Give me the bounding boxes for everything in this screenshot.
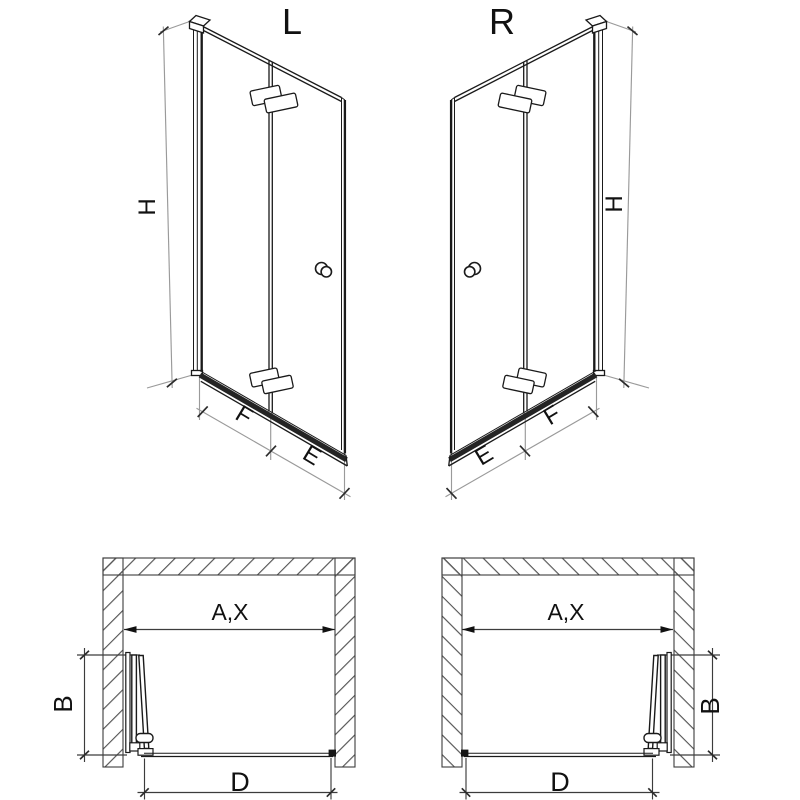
label-fold-depth-right: B <box>695 697 725 715</box>
label-height-left: H <box>134 198 161 216</box>
plan-left-view <box>77 558 355 800</box>
label-variant-right: R <box>489 1 515 42</box>
label-fixed-panel-left: E <box>298 439 326 472</box>
label-fixed-panel-right: E <box>470 439 498 472</box>
label-variant-left: L <box>281 1 303 42</box>
perspective-left-view <box>147 16 351 501</box>
label-fold-panel-left: F <box>230 400 258 431</box>
label-height-right: H <box>601 195 628 213</box>
label-entry-width-right: D <box>550 767 570 797</box>
label-entry-width-left: D <box>230 767 250 797</box>
label-fold-depth-left: B <box>48 695 78 713</box>
label-opening-width-right: A,X <box>547 599 585 625</box>
perspective-right-view <box>446 16 650 501</box>
label-opening-width-left: A,X <box>211 599 249 625</box>
label-fold-panel-right: F <box>538 400 566 431</box>
plan-right-view <box>442 558 720 800</box>
